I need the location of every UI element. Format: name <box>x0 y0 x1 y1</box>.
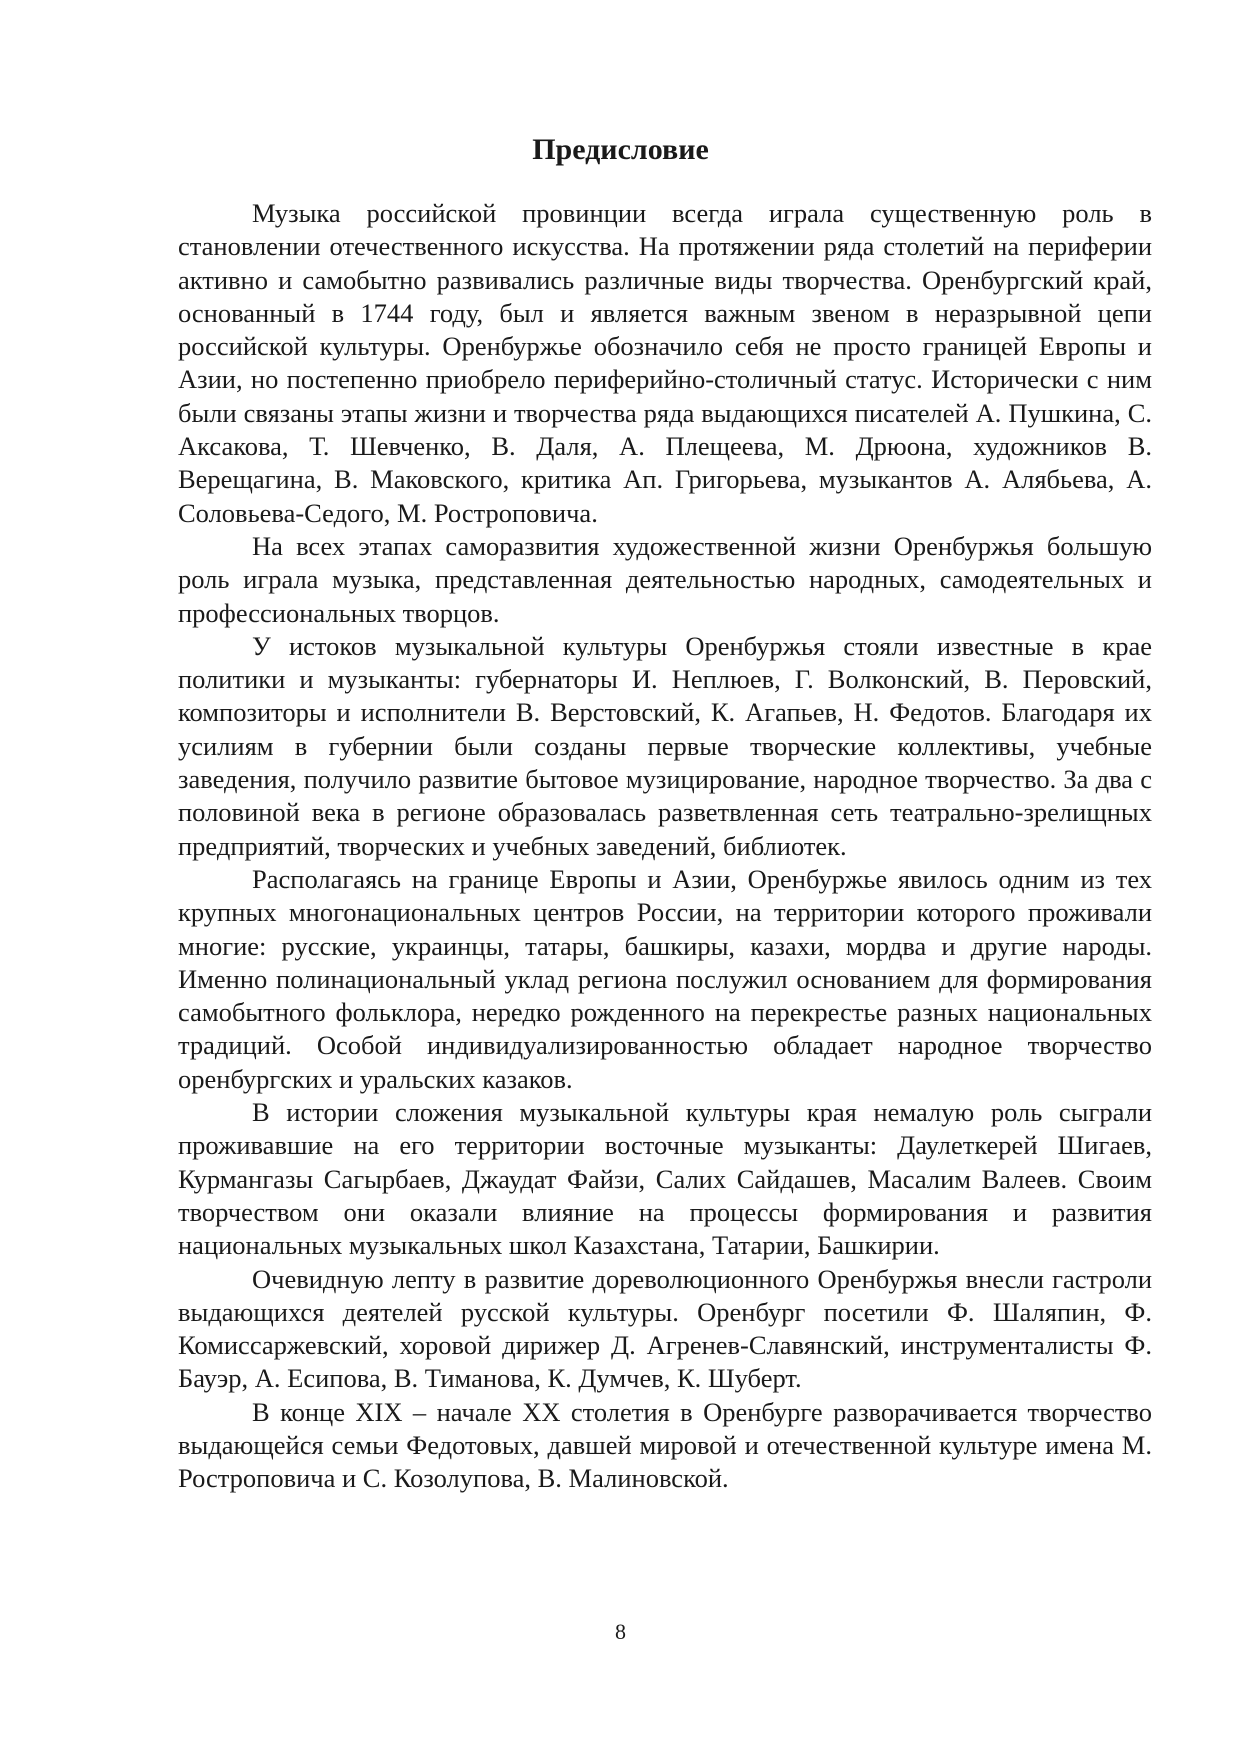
paragraph-1: Музыка российской провинции всегда играла существенную роль в становлении отечественного искусства. На протяжении ряда столетий на периферии активно и самобытно развивались различные виды творчества. Оренбургский край, основанный в 1744 году, был и является важным звеном в неразрывной цепи российской культуры. Оренбуржье обозначило себя не просто границей Европы и Азии, но постепенно приобрело периферийно-столичный статус. Исторически с ним были связаны этапы жизни и творчества ряда выдающихся писателей А. Пушкина, С. Аксакова, Т. Шевченко, В. Даля, А. Плещеева, М. Дрюона, художников В. Верещагина, В. Маковского, критика Ап. Григорьева, музыкантов А. Алябьева, А. Соловьева-Седого, М. Ростроповича. <box>178 198 1152 528</box>
page-title: Предисловие <box>532 133 709 166</box>
paragraph-7: В конце XIX – начале XX столетия в Оренбурге разворачивается творчество выдающейся семьи Федотовых, давшей мировой и отечественной культуре имена М. Ростроповича и С. Козолупова, В. Малиновской. <box>178 1396 1152 1494</box>
paragraph-5: В истории сложения музыкальной культуры края немалую роль сыграли проживавшие на его территории восточные музыканты: Даулеткерей Шигаев, Курмангазы Сагырбаев, Джаудат Файзи, Салих Сайдашев, Масалим Валеев. Своим творчеством они оказали влияние на процессы формирования и развития национальных музыкальных школ Казахстана, Татарии, Башкирии. <box>178 1097 1152 1261</box>
paragraph-3: У истоков музыкальной культуры Оренбуржья стояли известные в крае политики и музыканты: губернаторы И. Неплюев, Г. Волконский, В. Перовский, композиторы и исполнители В. Верстовский, К. Агапьев, Н. Федотов. Благодаря их усилиям в губернии были созданы первые творческие коллективы, учебные заведения, получило развитие бытовое музицирование, народное творчество. За два с половиной века в регионе образовалась разветвленная сеть театрально-зрелищных предприятий, творческих и учебных заведений, библиотек. <box>178 630 1152 861</box>
preface-body <box>178 197 1152 1496</box>
paragraph-2: На всех этапах саморазвития художественной жизни Оренбуржья большую роль играла музыка, представленная деятельностью народных, самодеятельных и профессиональных творцов. <box>178 530 1152 628</box>
page-number: 8 <box>615 1619 626 1644</box>
paragraph-6: Очевидную лепту в развитие дореволюционного Оренбуржья внесли гастроли выдающихся деятелей русской культуры. Оренбург посетили Ф. Шаляпин, Ф. Комиссаржевский, хоровой дирижер Д. Агренев-Славянский, инструменталисты Ф. Бауэр, А. Есипова, В. Тиманова, К. Думчев, К. Шуберт. <box>178 1263 1152 1394</box>
paragraph-4: Располагаясь на границе Европы и Азии, Оренбуржье явилось одним из тех крупных многонациональных центров России, на территории которого проживали многие: русские, украинцы, татары, башкиры, казахи, мордва и другие народы. Именно полинациональный уклад региона послужил основанием для формирования самобытного фольклора, нередко рожденного на перекрестье разных национальных традиций. Особой индивидуализированностью обладает народное творчество оренбургских и уральских казаков. <box>178 863 1152 1094</box>
